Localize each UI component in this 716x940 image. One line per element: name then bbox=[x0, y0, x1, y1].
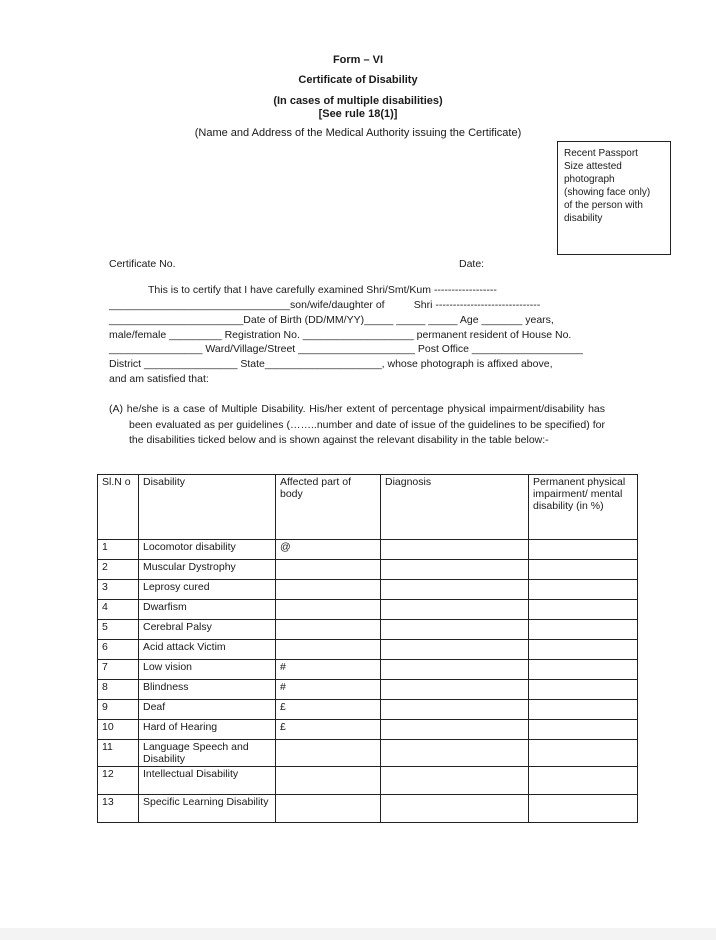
row-number: 3 bbox=[98, 580, 139, 600]
row-impairment bbox=[529, 740, 638, 767]
photo-box-line: Size attested bbox=[564, 161, 622, 172]
row-diagnosis bbox=[381, 640, 529, 660]
row-impairment bbox=[529, 620, 638, 640]
row-affected-part bbox=[276, 580, 381, 600]
document-title: Certificate of Disability bbox=[298, 74, 418, 86]
table-row bbox=[98, 600, 638, 620]
table-row bbox=[98, 767, 638, 795]
row-disability: Cerebral Palsy bbox=[139, 620, 276, 640]
row-affected-part bbox=[276, 795, 381, 823]
table-row bbox=[98, 620, 638, 640]
paragraph-a bbox=[109, 402, 605, 449]
row-impairment bbox=[529, 795, 638, 823]
row-disability: Muscular Dystrophy bbox=[139, 560, 276, 580]
row-disability: Locomotor disability bbox=[139, 540, 276, 560]
row-impairment bbox=[529, 660, 638, 680]
table-header-row bbox=[98, 475, 638, 540]
table-row bbox=[98, 720, 638, 740]
body-line: _______________________________son/wife/daughter of Shri ------------------------------ bbox=[109, 299, 541, 311]
row-diagnosis bbox=[381, 600, 529, 620]
paragraph-a-lead: (A) bbox=[109, 403, 123, 415]
body-line: District ________________ State____________________, whose photograph is affixed above, bbox=[109, 358, 553, 370]
row-diagnosis bbox=[381, 660, 529, 680]
row-impairment bbox=[529, 580, 638, 600]
row-diagnosis bbox=[381, 560, 529, 580]
row-disability: Deaf bbox=[139, 700, 276, 720]
row-affected-part bbox=[276, 740, 381, 767]
row-diagnosis bbox=[381, 540, 529, 560]
photo-box bbox=[557, 141, 671, 255]
row-disability: Low vision bbox=[139, 660, 276, 680]
header-serial: Sl.N o bbox=[98, 475, 139, 540]
row-number: 12 bbox=[98, 767, 139, 795]
header-impairment: Permanent physical impairment/ mental disability (in %) bbox=[529, 475, 638, 540]
row-impairment bbox=[529, 700, 638, 720]
row-number: 10 bbox=[98, 720, 139, 740]
form-number: Form – VI bbox=[332, 54, 384, 66]
row-number: 6 bbox=[98, 640, 139, 660]
header-diagnosis: Diagnosis bbox=[381, 475, 529, 540]
row-diagnosis bbox=[381, 580, 529, 600]
row-number: 1 bbox=[98, 540, 139, 560]
row-disability: Leprosy cured bbox=[139, 580, 276, 600]
row-number: 7 bbox=[98, 660, 139, 680]
row-affected-part bbox=[276, 620, 381, 640]
table-row bbox=[98, 640, 638, 660]
date-label: Date: bbox=[459, 258, 485, 270]
row-affected-part bbox=[276, 600, 381, 620]
row-number: 5 bbox=[98, 620, 139, 640]
table-row bbox=[98, 680, 638, 700]
row-disability: Acid attack Victim bbox=[139, 640, 276, 660]
body-line: _______________________Date of Birth (DD/MM/YY)_____ _____ _____ Age _______ years, bbox=[109, 314, 554, 326]
table-row bbox=[98, 795, 638, 823]
table-row bbox=[98, 580, 638, 600]
row-impairment bbox=[529, 720, 638, 740]
row-impairment bbox=[529, 640, 638, 660]
row-diagnosis bbox=[381, 680, 529, 700]
row-diagnosis bbox=[381, 720, 529, 740]
row-disability: Blindness bbox=[139, 680, 276, 700]
table-row bbox=[98, 560, 638, 580]
row-affected-part bbox=[276, 640, 381, 660]
row-impairment bbox=[529, 540, 638, 560]
row-affected-part: # bbox=[276, 680, 381, 700]
row-disability: Dwarfism bbox=[139, 600, 276, 620]
row-affected-part bbox=[276, 767, 381, 795]
row-disability: Intellectual Disability bbox=[139, 767, 276, 795]
row-diagnosis bbox=[381, 740, 529, 767]
row-diagnosis bbox=[381, 795, 529, 823]
certificate-number-label: Certificate No. bbox=[109, 258, 176, 270]
photo-box-line: (showing face only) bbox=[564, 187, 651, 198]
disability-table bbox=[97, 474, 638, 823]
row-diagnosis bbox=[381, 620, 529, 640]
body-line: ________________ Ward/Village/Street ____________________ Post Office ___________________ bbox=[109, 343, 583, 355]
row-diagnosis bbox=[381, 767, 529, 795]
photo-box-line: disability bbox=[564, 213, 603, 224]
row-number: 4 bbox=[98, 600, 139, 620]
row-impairment bbox=[529, 560, 638, 580]
body-line: and am satisfied that: bbox=[109, 373, 209, 385]
row-disability: Language Speech and Disability bbox=[139, 740, 276, 767]
row-disability: Hard of Hearing bbox=[139, 720, 276, 740]
rule-reference: [See rule 18(1)] bbox=[318, 108, 398, 120]
row-affected-part: @ bbox=[276, 540, 381, 560]
row-affected-part bbox=[276, 560, 381, 580]
photo-box-line: Recent Passport bbox=[564, 148, 638, 159]
row-number: 8 bbox=[98, 680, 139, 700]
row-disability: Specific Learning Disability bbox=[139, 795, 276, 823]
table-row bbox=[98, 740, 638, 767]
table-row bbox=[98, 700, 638, 720]
header-affected-part: Affected part of body bbox=[276, 475, 381, 540]
row-number: 2 bbox=[98, 560, 139, 580]
row-affected-part: £ bbox=[276, 700, 381, 720]
table-row bbox=[98, 540, 638, 560]
table-row bbox=[98, 660, 638, 680]
row-number: 11 bbox=[98, 740, 139, 767]
row-affected-part: £ bbox=[276, 720, 381, 740]
body-line: This is to certify that I have carefully examined Shri/Smt/Kum ------------------ bbox=[148, 284, 497, 296]
document-subtitle: (In cases of multiple disabilities) bbox=[273, 95, 443, 107]
body-line: male/female _________ Registration No. ___________________ permanent resident of House No. bbox=[109, 329, 572, 341]
paragraph-a-text: he/she is a case of Multiple Disability. His/her extent of percentage physical impairment/disability has been evaluated as per guidelines (……..number and date of issue of the guidelines to be specified) for the disabilities ticked below and is shown against the relevant disability in the table below:- bbox=[126, 403, 605, 446]
row-number: 13 bbox=[98, 795, 139, 823]
row-impairment bbox=[529, 680, 638, 700]
photo-box-line: of the person with bbox=[564, 200, 643, 211]
header-disability: Disability bbox=[139, 475, 276, 540]
row-number: 9 bbox=[98, 700, 139, 720]
authority-line: (Name and Address of the Medical Authority issuing the Certificate) bbox=[194, 127, 522, 139]
row-impairment bbox=[529, 767, 638, 795]
photo-box-line: photograph bbox=[564, 174, 615, 185]
row-diagnosis bbox=[381, 700, 529, 720]
row-affected-part: # bbox=[276, 660, 381, 680]
row-impairment bbox=[529, 600, 638, 620]
